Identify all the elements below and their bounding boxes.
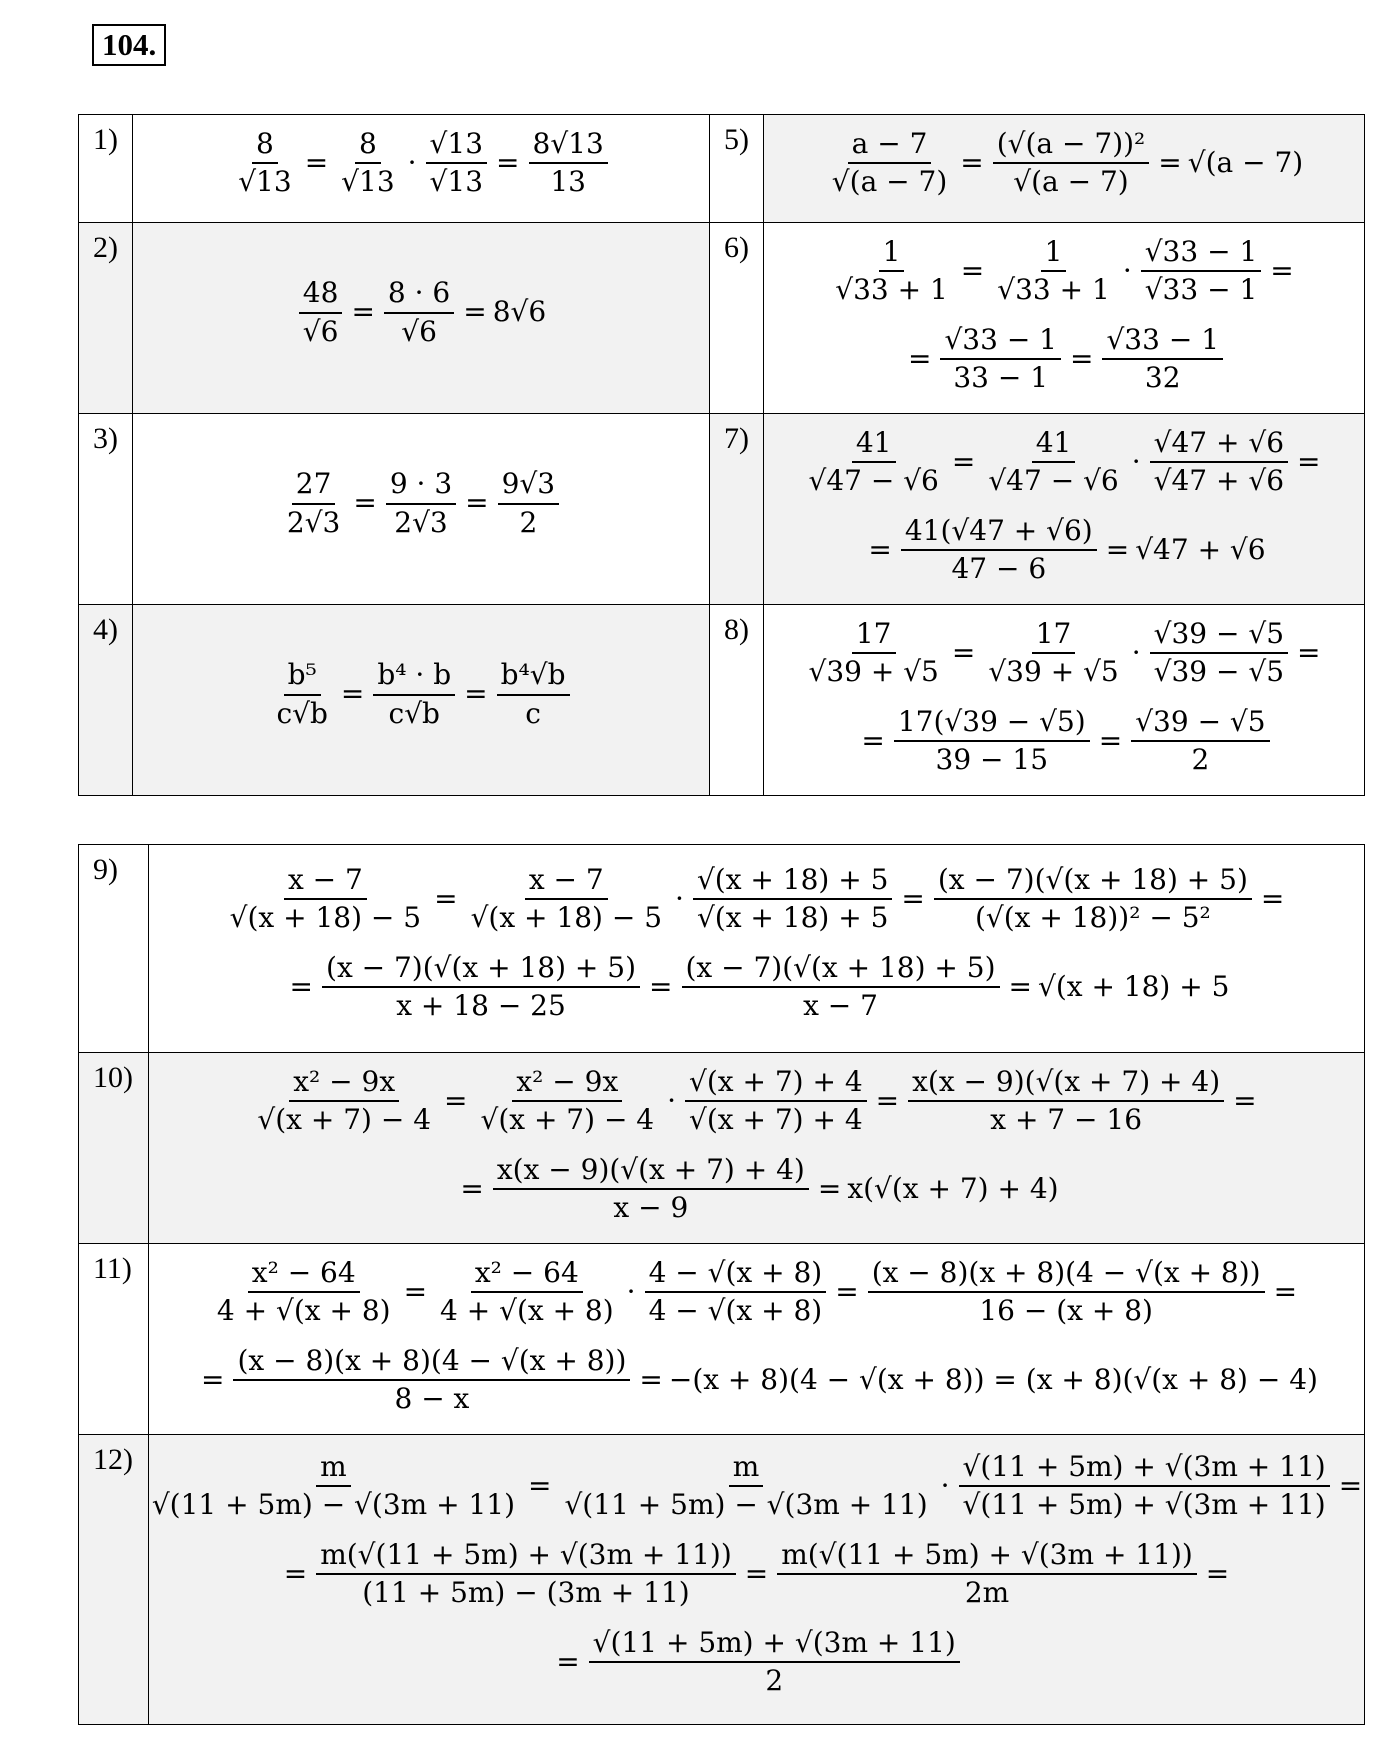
denominator: 2√3 bbox=[286, 505, 341, 539]
equals-sign: = bbox=[835, 1274, 859, 1308]
equation-line bbox=[149, 943, 1364, 1031]
denominator: √(x + 7) − 4 bbox=[257, 1103, 432, 1136]
numerator: 41 bbox=[852, 427, 896, 463]
numerator: 8√13 bbox=[529, 128, 608, 164]
numerator: x² − 9x bbox=[512, 1066, 622, 1102]
equation-line bbox=[149, 1057, 1364, 1145]
fraction bbox=[316, 1539, 736, 1609]
math-term: √(a − 7) bbox=[1187, 145, 1304, 179]
item-label: 2) bbox=[79, 223, 133, 414]
fraction bbox=[804, 427, 942, 497]
solution-7 bbox=[764, 414, 1365, 605]
equals-sign: = bbox=[1105, 532, 1130, 566]
denominator: x + 7 − 16 bbox=[990, 1103, 1143, 1136]
item-label: 10) bbox=[79, 1053, 149, 1244]
equals-sign: = bbox=[868, 532, 892, 566]
fraction bbox=[213, 1257, 395, 1327]
numerator: √39 − √5 bbox=[1150, 618, 1288, 654]
equals-sign: = bbox=[1270, 253, 1294, 287]
equals-sign: = bbox=[907, 341, 932, 375]
numerator: √(x + 18) + 5 bbox=[693, 864, 892, 900]
equals-sign: = bbox=[444, 1083, 468, 1117]
equals-sign: = bbox=[1070, 341, 1094, 375]
equation-line bbox=[764, 315, 1364, 403]
equals-sign: = bbox=[201, 1362, 225, 1396]
equals-sign: = bbox=[744, 1556, 769, 1590]
denominator: √39 + √5 bbox=[808, 655, 939, 688]
denominator: 2 bbox=[765, 1664, 784, 1697]
denominator: √(11 + 5m) − √(3m + 11) bbox=[151, 1488, 515, 1521]
equals-sign: = bbox=[353, 486, 377, 520]
numerator: √13 bbox=[426, 128, 487, 164]
solutions-table-1 bbox=[78, 114, 1365, 796]
denominator: √(11 + 5m) − √(3m + 11) bbox=[564, 1488, 928, 1521]
denominator: c√b bbox=[388, 696, 440, 730]
fraction bbox=[993, 128, 1150, 198]
numerator: 48 bbox=[299, 277, 343, 313]
fraction bbox=[283, 468, 344, 538]
numerator: x(x − 9)(√(x + 7) + 4) bbox=[908, 1066, 1224, 1102]
denominator: 39 − 15 bbox=[935, 743, 1049, 776]
numerator: (x − 8)(x + 8)(4 − √(x + 8)) bbox=[233, 1345, 630, 1381]
fraction bbox=[908, 1066, 1224, 1136]
fraction bbox=[831, 236, 952, 306]
fraction bbox=[148, 1451, 519, 1521]
fraction bbox=[493, 1154, 809, 1224]
solution-6 bbox=[764, 223, 1365, 414]
denominator: 2 bbox=[1191, 743, 1210, 776]
equals-sign: = bbox=[351, 295, 375, 329]
equation-line bbox=[149, 1248, 1364, 1336]
denominator: 8 − x bbox=[394, 1382, 470, 1415]
numerator: √39 − √5 bbox=[1131, 706, 1269, 742]
multiply-sign: · bbox=[1131, 635, 1141, 669]
math-term: x(√(x + 7) + 4) bbox=[847, 1171, 1059, 1205]
numerator: √33 − 1 bbox=[1141, 236, 1262, 272]
numerator: √33 − 1 bbox=[1102, 324, 1223, 360]
numerator: 9 · 3 bbox=[386, 468, 456, 504]
fraction bbox=[226, 864, 425, 934]
math-term: 8√6 bbox=[492, 295, 547, 329]
item-label: 3) bbox=[79, 414, 133, 605]
fraction bbox=[1102, 324, 1223, 394]
fraction bbox=[901, 515, 1097, 585]
equals-sign: = bbox=[464, 677, 488, 711]
item-label: 5) bbox=[710, 115, 764, 223]
equals-sign: = bbox=[283, 1556, 308, 1590]
multiply-sign: · bbox=[675, 881, 684, 915]
denominator: √6 bbox=[302, 314, 339, 348]
denominator: √39 + √5 bbox=[988, 655, 1119, 688]
numerator: m bbox=[729, 1451, 764, 1487]
equals-sign: = bbox=[1205, 1556, 1230, 1590]
item-label: 1) bbox=[79, 115, 133, 223]
equals-sign: = bbox=[817, 1171, 842, 1205]
equation-line bbox=[764, 697, 1364, 785]
equation-line bbox=[764, 418, 1364, 506]
denominator: 4 + √(x + 8) bbox=[216, 1294, 391, 1327]
equation-line bbox=[764, 609, 1364, 697]
equation-line bbox=[133, 119, 709, 207]
equals-sign: = bbox=[875, 1083, 900, 1117]
multiply-sign: · bbox=[1122, 253, 1132, 287]
numerator: √33 − 1 bbox=[940, 324, 1061, 360]
equals-sign: = bbox=[1273, 1274, 1298, 1308]
denominator: 32 bbox=[1144, 361, 1181, 394]
denominator: x − 9 bbox=[613, 1191, 689, 1224]
item-label: 4) bbox=[79, 605, 133, 796]
numerator: m(√(11 + 5m) + √(3m + 11)) bbox=[777, 1539, 1197, 1575]
fraction bbox=[234, 128, 295, 198]
fraction bbox=[1150, 427, 1288, 497]
denominator: √39 − √5 bbox=[1153, 655, 1285, 688]
numerator: x(x − 9)(√(x + 7) + 4) bbox=[493, 1154, 809, 1190]
equation-line bbox=[149, 1530, 1364, 1618]
denominator: x − 7 bbox=[803, 989, 878, 1022]
equation-line bbox=[149, 1618, 1364, 1706]
numerator: (x − 7)(√(x + 18) + 5) bbox=[934, 864, 1252, 900]
fraction bbox=[868, 1257, 1265, 1327]
equals-sign: = bbox=[1297, 444, 1321, 478]
numerator: 41 bbox=[1032, 427, 1076, 463]
solutions-table-2 bbox=[78, 844, 1365, 1725]
solution-12 bbox=[149, 1435, 1365, 1725]
equation-line bbox=[764, 506, 1364, 594]
fraction bbox=[777, 1539, 1197, 1609]
numerator: (x − 7)(√(x + 18) + 5) bbox=[322, 952, 640, 988]
denominator: √6 bbox=[401, 314, 437, 348]
denominator: √(a − 7) bbox=[831, 165, 948, 198]
fraction bbox=[589, 1627, 960, 1697]
numerator: 4 − √(x + 8) bbox=[645, 1257, 827, 1293]
denominator: √(x + 18) − 5 bbox=[229, 901, 422, 934]
fraction bbox=[804, 618, 942, 688]
fraction bbox=[1141, 236, 1262, 306]
solution-8 bbox=[764, 605, 1365, 796]
numerator: 27 bbox=[292, 468, 336, 504]
item-label: 12) bbox=[79, 1435, 149, 1725]
equals-sign: = bbox=[639, 1362, 663, 1396]
numerator: 9√3 bbox=[498, 468, 559, 504]
multiply-sign: · bbox=[626, 1274, 636, 1308]
equals-sign: = bbox=[463, 295, 487, 329]
equals-sign: = bbox=[861, 723, 885, 757]
fraction bbox=[322, 952, 640, 1022]
fraction bbox=[560, 1451, 931, 1521]
item-label: 11) bbox=[79, 1244, 149, 1435]
numerator: x² − 64 bbox=[248, 1257, 360, 1293]
fraction bbox=[497, 659, 570, 729]
solution-4 bbox=[133, 605, 710, 796]
denominator: √47 − √6 bbox=[808, 464, 939, 497]
denominator: √(x + 7) + 4 bbox=[689, 1103, 863, 1136]
denominator: 16 − (x + 8) bbox=[979, 1294, 1153, 1327]
item-label: 8) bbox=[710, 605, 764, 796]
fraction bbox=[436, 1257, 618, 1327]
denominator: (√(x + 18))² − 5² bbox=[974, 901, 1211, 934]
denominator: √(a − 7) bbox=[1013, 165, 1129, 198]
multiply-sign: · bbox=[940, 1468, 950, 1502]
numerator: 1 bbox=[879, 236, 905, 272]
solution-2 bbox=[133, 223, 710, 414]
numerator: x − 7 bbox=[525, 864, 608, 900]
denominator: c bbox=[525, 696, 541, 730]
equals-sign: = bbox=[901, 881, 925, 915]
multiply-sign: · bbox=[407, 145, 417, 179]
fraction bbox=[984, 427, 1122, 497]
equation-line bbox=[149, 1145, 1364, 1233]
equals-sign: = bbox=[1338, 1468, 1363, 1502]
fraction bbox=[233, 1345, 630, 1415]
denominator: √(x + 7) − 4 bbox=[480, 1103, 655, 1136]
numerator: m(√(11 + 5m) + √(3m + 11)) bbox=[316, 1539, 736, 1575]
numerator: 8 · 6 bbox=[384, 277, 454, 313]
equals-sign: = bbox=[951, 635, 976, 669]
denominator: √33 + 1 bbox=[835, 273, 948, 306]
fraction bbox=[645, 1257, 827, 1327]
math-term: −(x + 8)(4 − √(x + 8)) = (x + 8)(√(x + 8) − 4) bbox=[668, 1362, 1318, 1396]
numerator: (√(a − 7))² bbox=[993, 128, 1150, 164]
fraction bbox=[467, 864, 666, 934]
equation-line bbox=[133, 269, 709, 357]
fraction bbox=[386, 468, 456, 538]
fraction bbox=[476, 1066, 658, 1136]
solution-9 bbox=[149, 845, 1365, 1053]
item-label: 7) bbox=[710, 414, 764, 605]
numerator: √(11 + 5m) + √(3m + 11) bbox=[959, 1451, 1330, 1487]
denominator: √33 − 1 bbox=[1144, 273, 1258, 306]
equals-sign: = bbox=[304, 145, 329, 179]
math-term: √47 + √6 bbox=[1135, 532, 1266, 566]
equals-sign: = bbox=[289, 969, 314, 1003]
fraction bbox=[934, 864, 1252, 934]
fraction bbox=[426, 128, 487, 198]
multiply-sign: · bbox=[1131, 444, 1141, 478]
item-label: 9) bbox=[79, 845, 149, 1053]
fraction bbox=[498, 468, 559, 538]
numerator: 17(√39 − √5) bbox=[894, 706, 1090, 742]
numerator: √(11 + 5m) + √(3m + 11) bbox=[589, 1627, 960, 1663]
equals-sign: = bbox=[1260, 881, 1285, 915]
equals-sign: = bbox=[1297, 635, 1321, 669]
denominator: (11 + 5m) − (3m + 11) bbox=[362, 1576, 690, 1609]
denominator: √13 bbox=[429, 165, 484, 198]
equation-line bbox=[149, 855, 1364, 943]
equals-sign: = bbox=[434, 881, 458, 915]
fraction bbox=[1131, 706, 1269, 776]
denominator: √47 − √6 bbox=[988, 464, 1119, 497]
fraction bbox=[940, 324, 1061, 394]
numerator: 17 bbox=[852, 618, 896, 654]
denominator: √(x + 18) − 5 bbox=[470, 901, 663, 934]
fraction bbox=[299, 277, 343, 347]
denominator: c√b bbox=[276, 696, 328, 730]
solution-5 bbox=[764, 115, 1365, 223]
equation-line bbox=[149, 1442, 1364, 1530]
denominator: 33 − 1 bbox=[953, 361, 1049, 394]
equals-sign: = bbox=[649, 969, 673, 1003]
denominator: 13 bbox=[550, 165, 586, 198]
equals-sign: = bbox=[1158, 145, 1182, 179]
numerator: b⁴√b bbox=[497, 659, 570, 695]
fraction bbox=[682, 952, 1000, 1022]
fraction bbox=[373, 659, 455, 729]
numerator: (x − 7)(√(x + 18) + 5) bbox=[682, 952, 1000, 988]
equals-sign: = bbox=[1098, 723, 1123, 757]
fraction bbox=[384, 277, 454, 347]
numerator: b⁵ bbox=[284, 659, 321, 695]
denominator: 4 + √(x + 8) bbox=[440, 1294, 614, 1327]
fraction bbox=[253, 1066, 435, 1136]
fraction bbox=[272, 659, 331, 729]
fraction bbox=[959, 1451, 1330, 1521]
multiply-sign: · bbox=[667, 1083, 677, 1117]
denominator: √13 bbox=[341, 165, 395, 198]
equals-sign: = bbox=[1233, 1083, 1257, 1117]
problem-number: 104. bbox=[92, 24, 166, 66]
equals-sign: = bbox=[496, 145, 520, 179]
fraction bbox=[337, 128, 398, 198]
fraction bbox=[894, 706, 1090, 776]
equation-line bbox=[764, 119, 1364, 207]
numerator: x² − 9x bbox=[289, 1066, 399, 1102]
numerator: x − 7 bbox=[284, 864, 367, 900]
denominator: 2√3 bbox=[394, 505, 448, 539]
fraction bbox=[828, 128, 951, 198]
fraction bbox=[693, 864, 892, 934]
numerator: (x − 8)(x + 8)(4 − √(x + 8)) bbox=[868, 1257, 1265, 1293]
denominator: 2 bbox=[519, 505, 538, 539]
math-term: √(x + 18) + 5 bbox=[1037, 969, 1230, 1003]
fraction bbox=[993, 236, 1114, 306]
equals-sign: = bbox=[465, 486, 489, 520]
item-label: 6) bbox=[710, 223, 764, 414]
equation-line bbox=[764, 227, 1364, 315]
denominator: √(x + 18) + 5 bbox=[696, 901, 889, 934]
numerator: m bbox=[316, 1451, 351, 1487]
numerator: 8 bbox=[252, 128, 278, 164]
denominator: x + 18 − 25 bbox=[396, 989, 566, 1022]
equation-line bbox=[133, 460, 709, 548]
equals-sign: = bbox=[951, 444, 976, 478]
solution-11 bbox=[149, 1244, 1365, 1435]
equals-sign: = bbox=[1008, 969, 1032, 1003]
equals-sign: = bbox=[460, 1171, 484, 1205]
equals-sign: = bbox=[528, 1468, 552, 1502]
denominator: √47 + √6 bbox=[1153, 464, 1285, 497]
denominator: √(11 + 5m) + √(3m + 11) bbox=[962, 1488, 1326, 1521]
numerator: 41(√47 + √6) bbox=[901, 515, 1097, 551]
equals-sign: = bbox=[960, 253, 985, 287]
numerator: b⁴ · b bbox=[373, 659, 455, 695]
denominator: 4 − √(x + 8) bbox=[648, 1294, 823, 1327]
fraction bbox=[529, 128, 608, 198]
equation-line bbox=[133, 651, 709, 739]
numerator: √(x + 7) + 4 bbox=[685, 1066, 867, 1102]
denominator: √13 bbox=[238, 165, 292, 198]
numerator: a − 7 bbox=[848, 128, 932, 164]
fraction bbox=[1150, 618, 1288, 688]
equals-sign: = bbox=[556, 1644, 580, 1678]
equals-sign: = bbox=[403, 1274, 428, 1308]
solution-3 bbox=[133, 414, 710, 605]
fraction bbox=[984, 618, 1122, 688]
numerator: x² − 64 bbox=[471, 1257, 583, 1293]
equals-sign: = bbox=[340, 677, 365, 711]
numerator: 1 bbox=[1041, 236, 1067, 272]
solution-1 bbox=[133, 115, 710, 223]
numerator: 8 bbox=[355, 128, 381, 164]
fraction bbox=[685, 1066, 867, 1136]
solution-10 bbox=[149, 1053, 1365, 1244]
equals-sign: = bbox=[960, 145, 984, 179]
denominator: 47 − 6 bbox=[951, 552, 1047, 585]
numerator: √47 + √6 bbox=[1150, 427, 1288, 463]
numerator: 17 bbox=[1032, 618, 1076, 654]
denominator: √33 + 1 bbox=[997, 273, 1110, 306]
denominator: 2m bbox=[964, 1576, 1010, 1609]
equation-line bbox=[149, 1336, 1364, 1424]
